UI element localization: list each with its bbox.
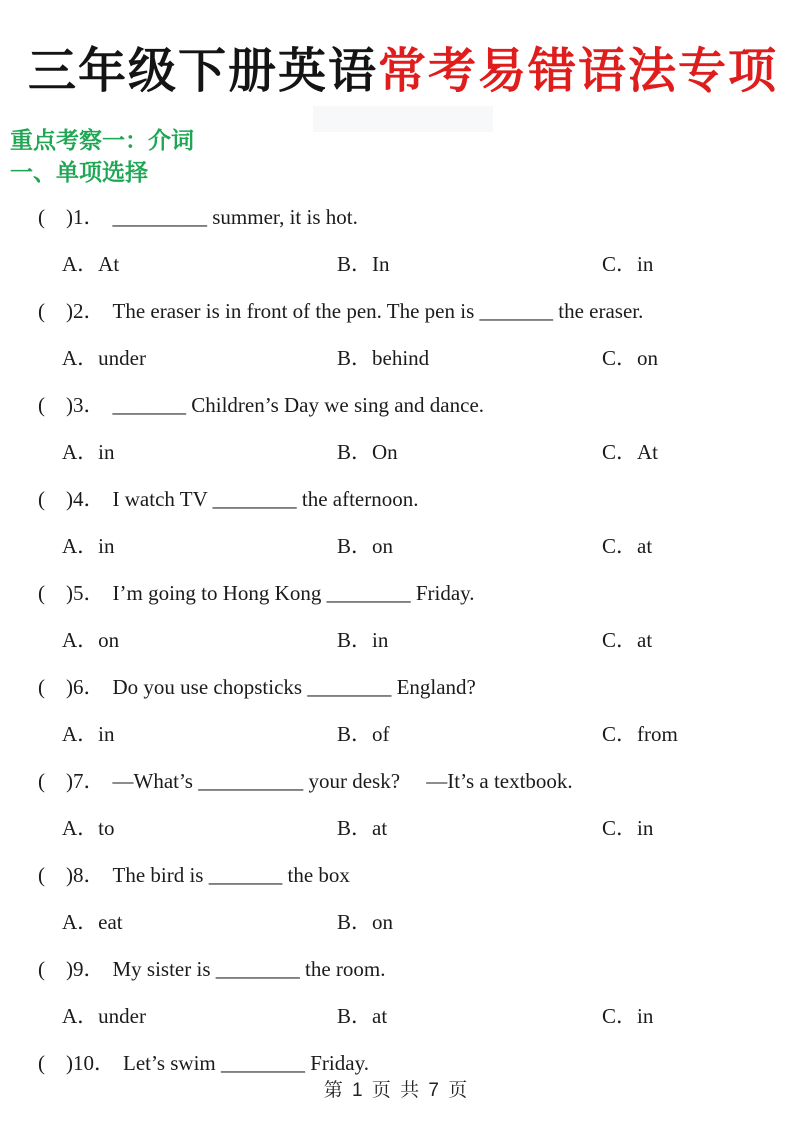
title-black-part: 三年级下册英语 (28, 45, 379, 98)
question-5-option-a: A．on (62, 628, 120, 652)
question-7 (0, 758, 793, 805)
question-1-prefix: ( )1． (38, 205, 105, 229)
question-2-option-b: B．behind (337, 346, 430, 370)
question-2-prefix: ( )2． (38, 299, 105, 323)
question-1-option-b: B．In (337, 252, 390, 276)
question-6-options (0, 711, 793, 758)
question-5 (0, 570, 793, 617)
question-8-options (0, 899, 793, 946)
question-4-option-b: B．on (337, 534, 394, 558)
question-2-option-a: A．under (62, 346, 146, 370)
question-9-prefix: ( )9． (38, 957, 105, 981)
page-number-indicator: 第 1 页 共 7 页 (323, 1080, 470, 1101)
question-3-option-b: B．On (337, 440, 398, 464)
question-3-options (0, 429, 793, 476)
question-6-text: Do you use chopsticks ________ England? (112, 675, 476, 699)
question-8-text: The bird is _______ the box (112, 863, 350, 887)
scan-artifact-box (313, 106, 493, 132)
question-4 (0, 476, 793, 523)
question-8-option-b: B．on (337, 910, 394, 934)
question-4-option-a: A．in (62, 534, 115, 558)
question-1 (0, 194, 793, 241)
question-7-text: —What’s __________ your desk? —It’s a textbook. (112, 769, 573, 793)
question-6-option-a: A．in (62, 722, 115, 746)
question-7-options (0, 805, 793, 852)
question-7-option-c: C．in (602, 816, 654, 840)
question-6-prefix: ( )6． (38, 675, 105, 699)
question-1-text: _________ summer, it is hot. (112, 205, 358, 229)
heading-focus-topic: 重点考察一：介词 (10, 127, 194, 153)
question-2-text: The eraser is in front of the pen. The pen is _______ the eraser. (112, 299, 644, 323)
question-4-prefix: ( )4． (38, 487, 105, 511)
question-9-options (0, 993, 793, 1040)
question-3-prefix: ( )3． (38, 393, 105, 417)
title-red-part: 常考易错语法专项 (378, 45, 779, 98)
question-5-options (0, 617, 793, 664)
question-7-option-b: B．at (337, 816, 388, 840)
question-6-option-b: B．of (337, 722, 390, 746)
question-7-prefix: ( )7． (38, 769, 105, 793)
page-title (28, 32, 778, 101)
question-9-option-a: A．under (62, 1004, 146, 1028)
question-4-option-c: C．at (602, 534, 653, 558)
question-3 (0, 382, 793, 429)
question-5-option-b: B．in (337, 628, 389, 652)
question-4-text: I watch TV ________ the afternoon. (112, 487, 419, 511)
question-3-option-a: A．in (62, 440, 115, 464)
question-6-option-c: C．from (602, 722, 678, 746)
question-3-text: _______ Children’s Day we sing and dance. (112, 393, 485, 417)
question-2-option-c: C．on (602, 346, 659, 370)
question-5-prefix: ( )5． (38, 581, 105, 605)
question-5-text: I’m going to Hong Kong ________ Friday. (112, 581, 475, 605)
question-9 (0, 946, 793, 993)
question-9-option-c: C．in (602, 1004, 654, 1028)
question-9-option-b: B．at (337, 1004, 388, 1028)
question-7-option-a: A．to (62, 816, 115, 840)
question-5-option-c: C．at (602, 628, 653, 652)
question-4-options (0, 523, 793, 570)
heading-section-type: 一、单项选择 (10, 159, 148, 185)
question-3-option-c: C．At (602, 440, 659, 464)
question-9-text: My sister is ________ the room. (112, 957, 386, 981)
question-8-prefix: ( )8． (38, 863, 105, 887)
question-1-option-a: A．At (62, 252, 120, 276)
question-6 (0, 664, 793, 711)
question-2-options (0, 335, 793, 382)
question-2 (0, 288, 793, 335)
question-8 (0, 852, 793, 899)
question-1-option-c: C．in (602, 252, 654, 276)
question-10-text: Let’s swim ________ Friday. (123, 1051, 369, 1075)
question-list (0, 194, 793, 1087)
question-8-option-a: A．eat (62, 910, 123, 934)
question-1-options (0, 241, 793, 288)
question-10-prefix: ( )10． (38, 1051, 115, 1075)
